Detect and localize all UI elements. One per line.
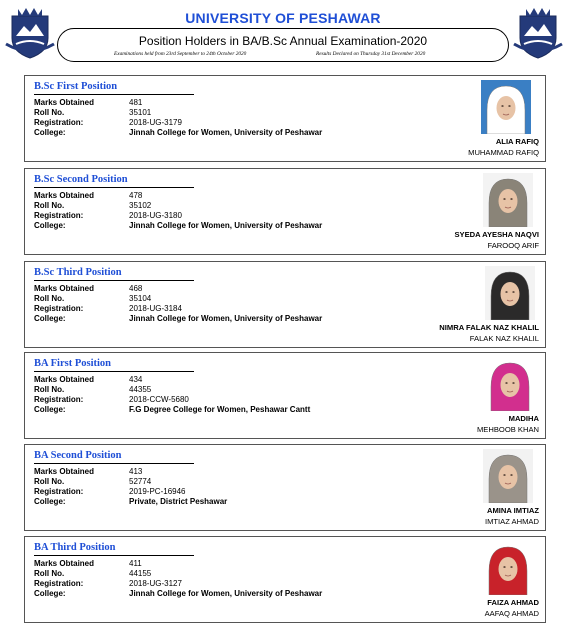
roll-label: Roll No. — [34, 108, 65, 117]
college-row — [34, 589, 434, 599]
college-row — [34, 405, 434, 415]
marks-value: 411 — [129, 559, 142, 568]
college-value: Jinnah College for Women, University of Peshawar — [129, 314, 323, 323]
roll-row — [34, 569, 434, 579]
marks-row — [34, 559, 434, 569]
page-title: Position Holders in BA/B.Sc Annual Examination-2020 — [138, 34, 428, 48]
marks-value: 478 — [129, 191, 143, 200]
marks-value: 434 — [129, 375, 143, 384]
position-card — [24, 168, 546, 255]
roll-label: Roll No. — [34, 294, 65, 303]
college-row — [34, 128, 434, 138]
student-name: SYEDA AYESHA NAQVI — [454, 230, 539, 239]
result-date: Results Declared on Thursday 31st December 2020 — [316, 51, 426, 57]
position-title: B.Sc Third Position — [34, 267, 122, 278]
roll-label: Roll No. — [34, 477, 65, 486]
marks-label: Marks Obtained — [34, 191, 95, 200]
registration-row — [34, 118, 434, 128]
college-label: College: — [34, 314, 66, 323]
college-label: College: — [34, 221, 66, 230]
father-name: IMTIAZ AHMAD — [484, 517, 539, 526]
registration-row — [34, 304, 434, 314]
student-name: NIMRA FALAK NAZ KHALIL — [439, 323, 539, 332]
roll-value: 44355 — [129, 385, 152, 394]
student-photo — [485, 357, 535, 411]
registration-label: Registration: — [34, 304, 84, 313]
marks-value: 413 — [129, 467, 143, 476]
father-name: FALAK NAZ KHALIL — [469, 334, 539, 343]
roll-label: Roll No. — [34, 201, 65, 210]
position-card — [24, 352, 546, 439]
student-photo — [483, 541, 533, 595]
college-label: College: — [34, 497, 66, 506]
roll-label: Roll No. — [34, 385, 65, 394]
title-underline — [34, 371, 194, 372]
roll-value: 44155 — [129, 569, 152, 578]
college-value: Jinnah College for Women, University of Peshawar — [129, 128, 323, 137]
student-name: ALIA RAFIQ — [495, 137, 539, 146]
position-card — [24, 75, 546, 162]
registration-value: 2019-PC-16946 — [129, 487, 186, 496]
student-photo — [485, 266, 535, 320]
registration-value: 2018-CCW-5680 — [129, 395, 189, 404]
title-underline — [34, 463, 194, 464]
college-value: Jinnah College for Women, University of Peshawar — [129, 221, 323, 230]
college-row — [34, 497, 434, 507]
father-name: AAFAQ AHMAD — [484, 609, 539, 618]
registration-label: Registration: — [34, 579, 84, 588]
roll-value: 52774 — [129, 477, 152, 486]
title-banner — [57, 28, 509, 62]
college-value: Jinnah College for Women, University of Peshawar — [129, 589, 323, 598]
marks-value: 468 — [129, 284, 143, 293]
registration-row — [34, 395, 434, 405]
college-label: College: — [34, 405, 66, 414]
college-value: Private, District Peshawar — [129, 497, 228, 506]
college-row — [34, 314, 434, 324]
father-name: FAROOQ ARIF — [487, 241, 539, 250]
roll-row — [34, 385, 434, 395]
registration-row — [34, 579, 434, 589]
marks-row — [34, 467, 434, 477]
registration-label: Registration: — [34, 487, 84, 496]
college-value: F.G Degree College for Women, Peshawar Cantt — [129, 405, 311, 414]
registration-value: 2018-UG-3127 — [129, 579, 182, 588]
marks-label: Marks Obtained — [34, 98, 95, 107]
position-title: BA Second Position — [34, 450, 122, 461]
registration-value: 2018-UG-3179 — [129, 118, 182, 127]
father-name: MEHBOOB KHAN — [476, 425, 539, 434]
marks-label: Marks Obtained — [34, 467, 95, 476]
college-label: College: — [34, 128, 66, 137]
father-name: MUHAMMAD RAFIQ — [468, 148, 539, 157]
college-label: College: — [34, 589, 66, 598]
position-card — [24, 444, 546, 531]
roll-value: 35104 — [129, 294, 152, 303]
marks-label: Marks Obtained — [34, 375, 95, 384]
registration-value: 2018-UG-3180 — [129, 211, 182, 220]
registration-value: 2018-UG-3184 — [129, 304, 182, 313]
roll-row — [34, 201, 434, 211]
title-underline — [34, 555, 194, 556]
student-photo — [483, 173, 533, 227]
registration-label: Registration: — [34, 118, 84, 127]
student-name: FAIZA AHMAD — [487, 598, 539, 607]
roll-row — [34, 477, 434, 487]
student-photo — [481, 80, 531, 134]
title-underline — [34, 94, 194, 95]
marks-row — [34, 284, 434, 294]
exam-dates: Examinations held from 23rd September to 24th October 2020 — [114, 51, 247, 57]
registration-row — [34, 211, 434, 221]
title-underline — [34, 280, 194, 281]
marks-label: Marks Obtained — [34, 284, 95, 293]
roll-value: 35102 — [129, 201, 152, 210]
position-card — [24, 536, 546, 623]
registration-label: Registration: — [34, 395, 84, 404]
marks-value: 481 — [129, 98, 143, 107]
marks-row — [34, 191, 434, 201]
roll-row — [34, 108, 434, 118]
marks-row — [34, 98, 434, 108]
student-name: AMINA IMTIAZ — [486, 506, 539, 515]
position-title: B.Sc First Position — [34, 81, 118, 92]
student-photo — [483, 449, 533, 503]
student-name: MADIHA — [508, 414, 539, 423]
roll-value: 35101 — [129, 108, 152, 117]
position-title: BA First Position — [34, 358, 112, 369]
marks-label: Marks Obtained — [34, 559, 95, 568]
registration-row — [34, 487, 434, 497]
university-name: UNIVERSITY OF PESHAWAR — [185, 10, 381, 26]
title-underline — [34, 187, 194, 188]
position-title: BA Third Position — [34, 542, 116, 553]
marks-row — [34, 375, 434, 385]
registration-label: Registration: — [34, 211, 84, 220]
college-row — [34, 221, 434, 231]
roll-row — [34, 294, 434, 304]
position-title: B.Sc Second Position — [34, 174, 128, 185]
roll-label: Roll No. — [34, 569, 65, 578]
position-card — [24, 261, 546, 348]
